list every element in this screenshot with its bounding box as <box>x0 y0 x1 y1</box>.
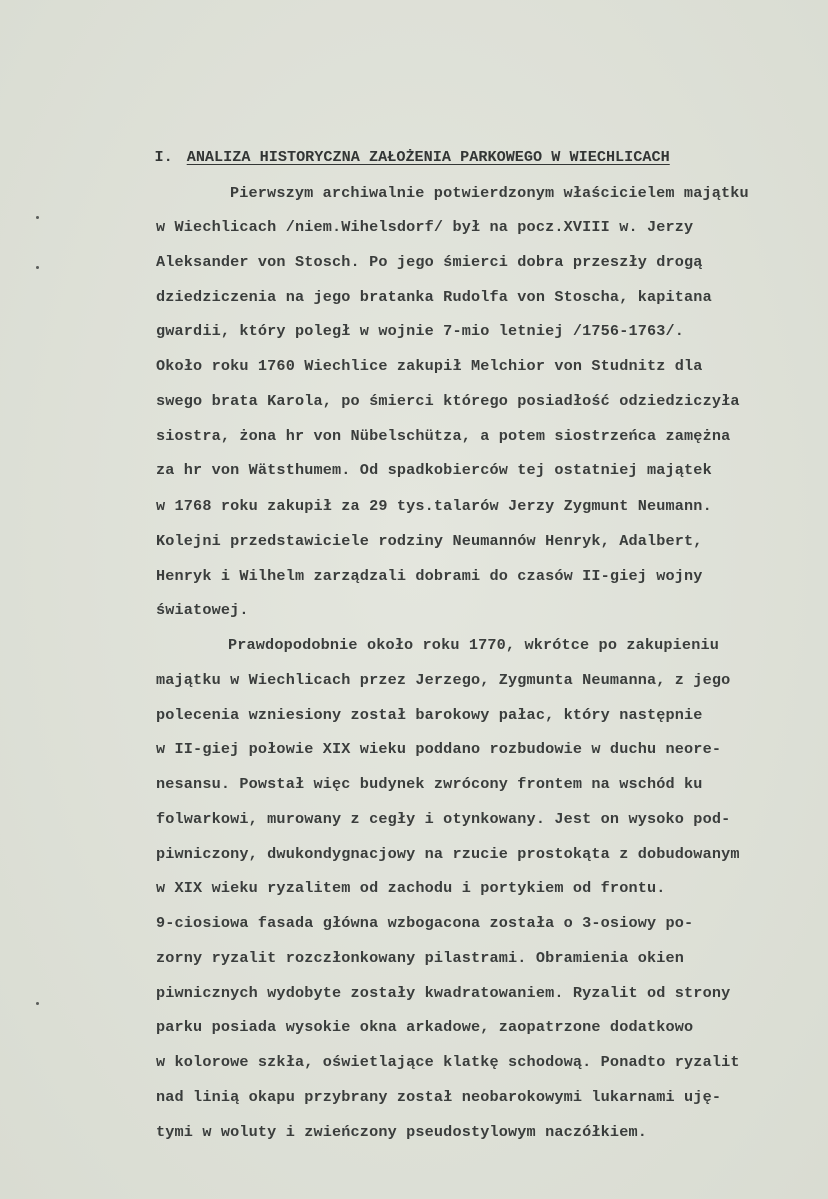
text-line: piwniczony, dwukondygnacjowy na rzucie prostokąta z dobudowanym <box>156 845 740 863</box>
text-line: gwardii, który poległ w wojnie 7-mio letniej /1756-1763/. <box>156 322 685 340</box>
text-line: nad linią okapu przybrany został neobarokowymi lukarnami uję- <box>156 1088 722 1106</box>
text-line: w kolorowe szkła, oświetlające klatkę schodową. Ponadto ryzalit <box>156 1053 740 1071</box>
text-line: zorny ryzalit rozczłonkowany pilastrami. Obramienia okien <box>156 949 685 967</box>
text-line: tymi w woluty i zwieńczony pseudostylowym naczółkiem. <box>156 1123 647 1141</box>
text-line: światowej. <box>156 601 249 619</box>
text-line: folwarkowi, murowany z cegły i otynkowany. Jest on wysoko pod- <box>156 810 731 828</box>
text-line: parku posiada wysokie okna arkadowe, zaopatrzone dodatkowo <box>156 1018 694 1036</box>
margin-speck <box>36 266 39 269</box>
section-title: ANALIZA HISTORYCZNA ZAŁOŻENIA PARKOWEGO W WIECHLICACH <box>186 148 670 166</box>
text-line: polecenia wzniesiony został barokowy pałac, który następnie <box>156 706 703 724</box>
margin-speck <box>36 216 39 219</box>
text-line: Aleksander von Stosch. Po jego śmierci dobra przeszły drogą <box>156 253 703 271</box>
text-line: 9-ciosiowa fasada główna wzbogacona została o 3-osiowy po- <box>156 914 694 932</box>
text-line: w 1768 roku zakupił za 29 tys.talarów Jerzy Zygmunt Neumann. <box>156 497 712 515</box>
text-line: majątku w Wiechlicach przez Jerzego, Zygmunta Neumanna, z jego <box>156 671 731 689</box>
section-heading <box>118 130 670 184</box>
text-line: w XIX wieku ryzalitem od zachodu i portykiem od frontu. <box>156 879 666 897</box>
text-line: Pierwszym archiwalnie potwierdzonym właścicielem majątku <box>230 184 749 202</box>
section-number: I. <box>154 148 173 166</box>
text-line: nesansu. Powstał więc budynek zwrócony frontem na wschód ku <box>156 775 703 793</box>
margin-speck <box>36 1002 39 1005</box>
text-line: piwnicznych wydobyte zostały kwadratowaniem. Ryzalit od strony <box>156 984 731 1002</box>
text-line: w II-giej połowie XIX wieku poddano rozbudowie w duchu neore- <box>156 740 722 758</box>
text-line: Prawdopodobnie około roku 1770, wkrótce po zakupieniu <box>228 636 719 654</box>
text-line: siostra, żona hr von Nübelschütza, a potem siostrzeńca zamężna <box>156 427 731 445</box>
text-line: w Wiechlicach /niem.Wihelsdorf/ był na pocz.XVIII w. Jerzy <box>156 218 694 236</box>
text-line: za hr von Wätsthumem. Od spadkobierców tej ostatniej majątek <box>156 461 712 479</box>
text-line: Około roku 1760 Wiechlice zakupił Melchior von Studnitz dla <box>156 357 703 375</box>
text-line: dziedziczenia na jego bratanka Rudolfa von Stoscha, kapitana <box>156 288 712 306</box>
text-line: swego brata Karola, po śmierci którego posiadłość odziedziczyła <box>156 392 740 410</box>
text-line: Henryk i Wilhelm zarządzali dobrami do czasów II-giej wojny <box>156 567 703 585</box>
text-line: Kolejni przedstawiciele rodziny Neumannów Henryk, Adalbert, <box>156 532 703 550</box>
